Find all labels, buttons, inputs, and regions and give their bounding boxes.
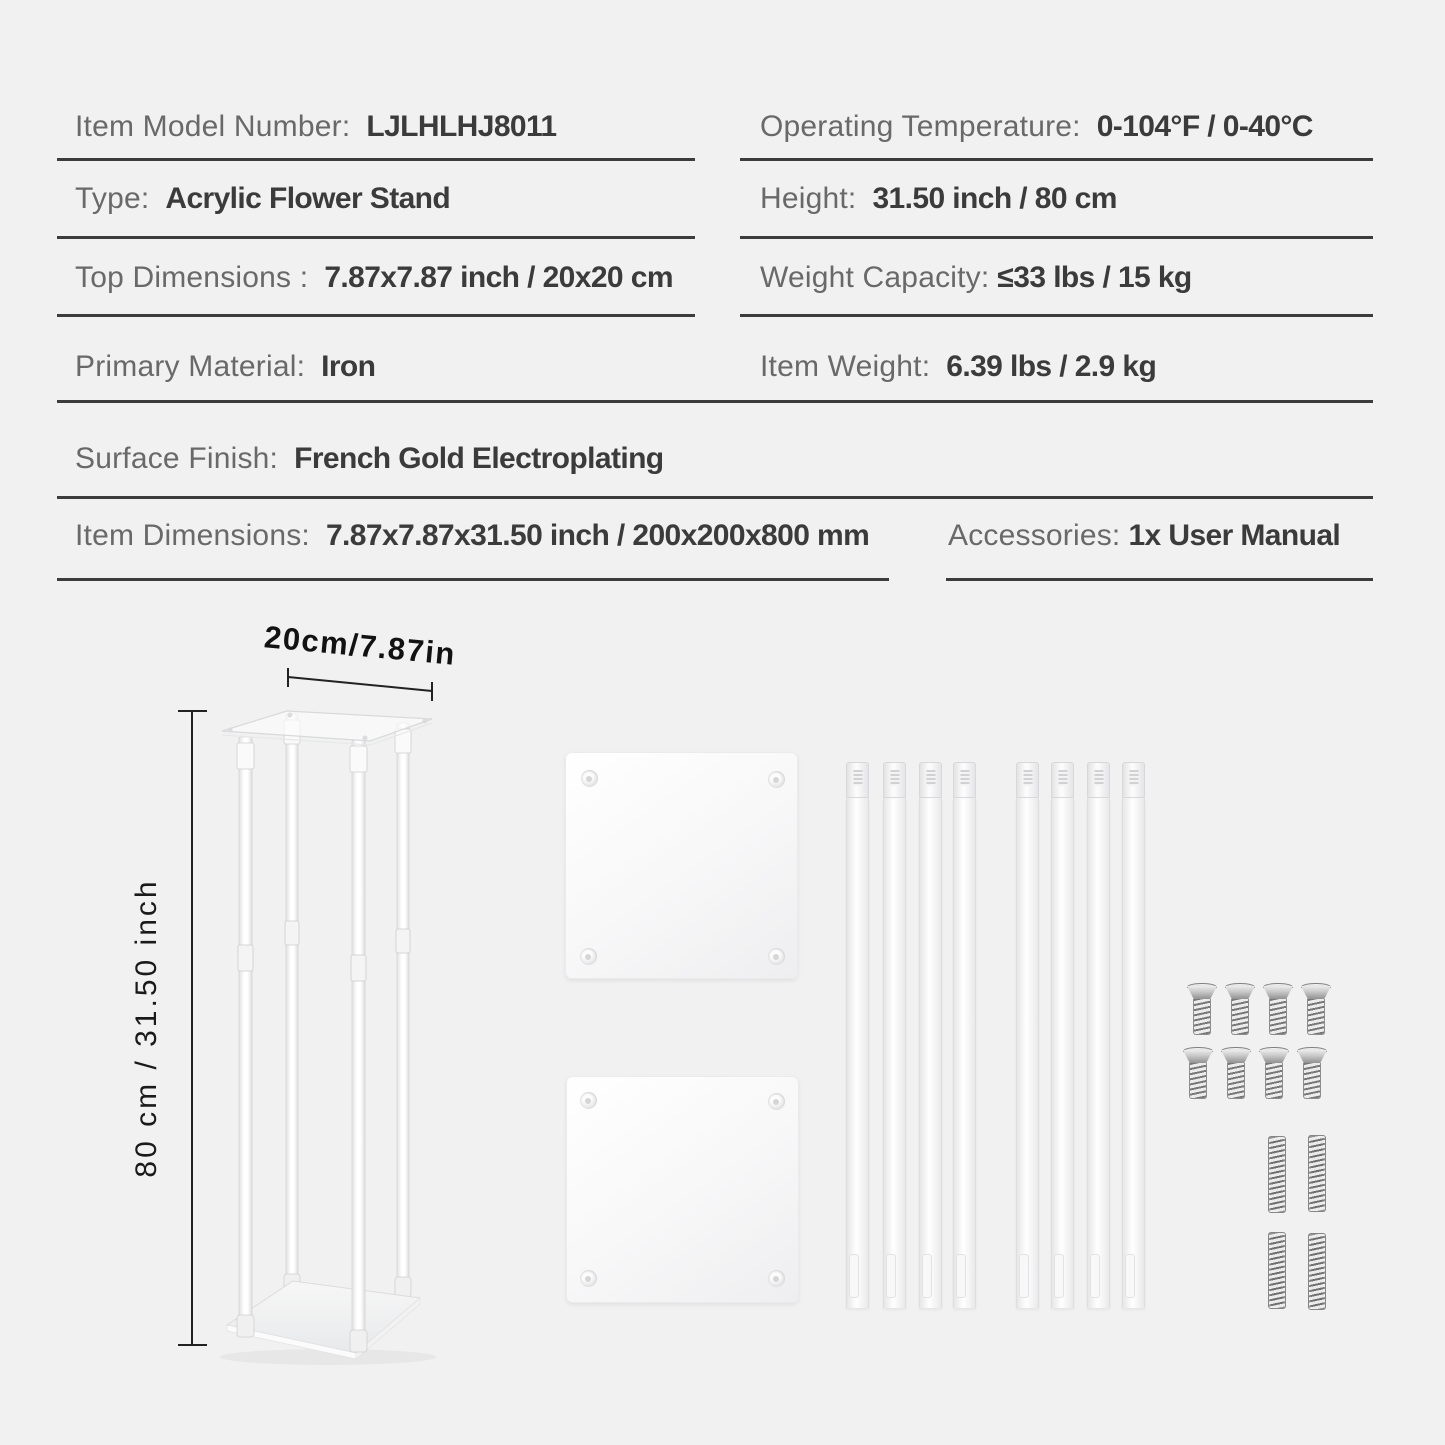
- panel-screw-hole: [768, 771, 785, 788]
- rod-cap: [1087, 762, 1110, 798]
- screw: [1263, 983, 1293, 1035]
- rod-cap: [1051, 762, 1074, 798]
- spec-value: Acrylic Flower Stand: [165, 182, 451, 215]
- divider-line: [57, 236, 695, 239]
- spec-value: Iron: [321, 350, 376, 383]
- screw: [1221, 1047, 1251, 1099]
- rod-body: [883, 798, 906, 1308]
- spec-row-top-dimensions: [75, 261, 673, 295]
- rod-body: [1122, 798, 1145, 1308]
- screw-head: [1221, 1050, 1251, 1064]
- spec-row-type: [75, 182, 450, 216]
- spec-value: 31.50 inch / 80 cm: [872, 182, 1117, 215]
- rod-body: [919, 798, 942, 1308]
- panel-screw-hole: [580, 1270, 597, 1287]
- acrylic-rod: [1122, 762, 1145, 1308]
- rod-cap: [846, 762, 869, 798]
- divider-line: [57, 496, 1373, 499]
- acrylic-panel: [565, 752, 798, 979]
- spec-value: 7.87x7.87x31.50 inch / 200x200x800 mm: [325, 519, 870, 552]
- acrylic-rod: [846, 762, 869, 1308]
- divider-line: [57, 400, 1373, 403]
- rod-body: [1051, 798, 1074, 1308]
- screw: [1183, 1047, 1213, 1099]
- screw-shaft: [1265, 1063, 1283, 1099]
- spec-row-item-dimensions: [75, 519, 869, 553]
- screw-shaft: [1227, 1063, 1245, 1099]
- rod-cap: [919, 762, 942, 798]
- rod-body: [1016, 798, 1039, 1308]
- screw: [1225, 983, 1255, 1035]
- rod-body: [953, 798, 976, 1308]
- screw-shaft: [1303, 1063, 1321, 1099]
- spec-label: Top Dimensions :: [75, 261, 309, 294]
- threaded-stud: [1268, 1136, 1286, 1213]
- divider-line: [57, 158, 695, 161]
- divider-line: [946, 578, 1373, 581]
- acrylic-rod: [953, 762, 976, 1308]
- rod-body: [1087, 798, 1110, 1308]
- acrylic-panel: [566, 1076, 799, 1303]
- panel-screw-hole: [580, 1092, 597, 1109]
- spec-label: Type:: [75, 182, 150, 215]
- screw: [1259, 1047, 1289, 1099]
- rod-cap: [883, 762, 906, 798]
- acrylic-rod: [1051, 762, 1074, 1308]
- spec-label: Primary Material:: [75, 350, 306, 383]
- screw-head: [1301, 986, 1331, 1000]
- spec-row-item-weight: [760, 350, 1156, 384]
- spec-value: French Gold Electroplating: [294, 442, 664, 475]
- divider-line: [740, 158, 1373, 161]
- spec-row-model: [75, 110, 557, 144]
- screw-shaft: [1307, 999, 1325, 1035]
- threaded-stud: [1268, 1232, 1286, 1309]
- spec-label: Item Model Number:: [75, 110, 351, 143]
- flower-stand-graphic: [210, 695, 450, 1365]
- threaded-stud: [1308, 1233, 1326, 1310]
- acrylic-rod: [919, 762, 942, 1308]
- spec-row-accessories: [948, 519, 1340, 553]
- spec-value: 7.87x7.87 inch / 20x20 cm: [324, 261, 673, 294]
- acrylic-rod: [1087, 762, 1110, 1308]
- screw-shaft: [1269, 999, 1287, 1035]
- screw-shaft: [1189, 1063, 1207, 1099]
- screw-head: [1225, 986, 1255, 1000]
- divider-line: [740, 314, 1373, 317]
- spec-row-operating-temperature: [760, 110, 1313, 144]
- spec-label: Item Dimensions:: [75, 519, 310, 552]
- screw-shaft: [1231, 999, 1249, 1035]
- spec-label: Operating Temperature:: [760, 110, 1081, 143]
- spec-value: ≤33 lbs / 15 kg: [997, 261, 1192, 294]
- rod-cap: [953, 762, 976, 798]
- spec-label: Height:: [760, 182, 857, 215]
- spec-row-surface-finish: [75, 442, 664, 476]
- screw: [1187, 983, 1217, 1035]
- panel-screw-hole: [768, 1270, 785, 1287]
- spec-label: Surface Finish:: [75, 442, 279, 475]
- threaded-stud: [1308, 1135, 1326, 1212]
- width-dimension-label: 20cm/7.87in: [262, 619, 458, 672]
- panel-screw-hole: [580, 948, 597, 965]
- spec-label: Weight Capacity:: [760, 261, 990, 294]
- screw-head: [1297, 1050, 1327, 1064]
- rod-body: [846, 798, 869, 1308]
- divider-line: [740, 236, 1373, 239]
- spec-value: LJLHLHJ8011: [366, 110, 557, 143]
- spec-value: 6.39 lbs / 2.9 kg: [946, 350, 1157, 383]
- acrylic-rod: [883, 762, 906, 1308]
- panel-screw-hole: [581, 770, 598, 787]
- screw: [1297, 1047, 1327, 1099]
- spec-label: Item Weight:: [760, 350, 931, 383]
- rod-cap: [1122, 762, 1145, 798]
- spec-row-height: [760, 182, 1117, 216]
- spec-row-weight-capacity: [760, 261, 1192, 295]
- spec-label: Accessories:: [948, 519, 1121, 552]
- screw-head: [1259, 1050, 1289, 1064]
- spec-value: 0-104°F / 0-40°C: [1096, 110, 1313, 143]
- panel-screw-hole: [768, 1093, 785, 1110]
- spec-row-material: [75, 350, 375, 384]
- screw-head: [1187, 986, 1217, 1000]
- screw-head: [1263, 986, 1293, 1000]
- rod-cap: [1016, 762, 1039, 798]
- screw-shaft: [1193, 999, 1211, 1035]
- spec-value: 1x User Manual: [1128, 519, 1341, 552]
- panel-screw-hole: [768, 948, 785, 965]
- divider-line: [57, 314, 695, 317]
- height-dimension-label: 80 cm / 31.50 inch: [130, 878, 163, 1178]
- screw-head: [1183, 1050, 1213, 1064]
- screw: [1301, 983, 1331, 1035]
- acrylic-rod: [1016, 762, 1039, 1308]
- divider-line: [57, 578, 889, 581]
